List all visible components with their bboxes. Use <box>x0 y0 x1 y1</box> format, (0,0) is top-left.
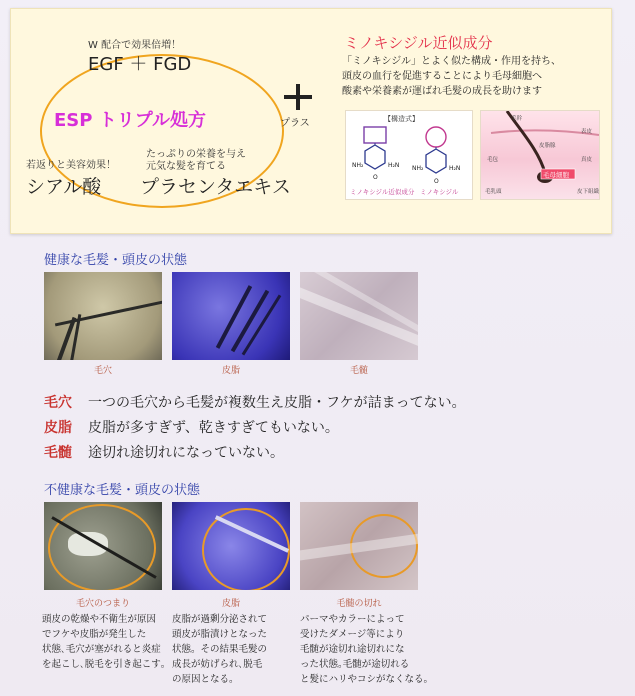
healthy-sebum-photo <box>172 272 290 360</box>
plus-label: プラス <box>280 118 310 129</box>
unhealthy-caption-sebum: 皮脂 <box>221 599 240 609</box>
egf-note: W 配合で効果倍増！ <box>88 40 182 51</box>
unhealthy-desc-pore-line: 状態､毛穴が塞がれると炎症 <box>42 644 161 655</box>
scalp-illustration <box>480 110 600 200</box>
unhealthy-desc-medulla-line: 受けたダメージ等により <box>300 629 405 640</box>
healthy-row-text-medulla: 途切れ途切れになっていない。 <box>88 445 284 461</box>
unhealthy-pore-photo <box>44 502 162 590</box>
placenta-label: プラセンタエキス <box>140 176 291 198</box>
minoxidil-desc-line-1: 「ミノキシジル」とよく似た構成・作用を持ち、 <box>342 56 561 67</box>
molecule-icon <box>350 123 468 185</box>
unhealthy-desc-sebum-line: 成長が妨げられ､脱毛 <box>172 659 263 670</box>
scalp-label-shaft: 毛幹 <box>511 116 523 122</box>
svg-text:H₂N: H₂N <box>449 165 461 172</box>
sialic-note: 若返りと美容効果！ <box>26 160 116 171</box>
unhealthy-medulla-photo <box>300 502 418 590</box>
minoxidil-desc-line-3: 酸素や栄養素が運ばれ毛髪の成長を助けます <box>342 86 542 97</box>
healthy-row-label-medulla: 毛髄 <box>44 445 72 461</box>
diagram-label-2: ミノキシジル <box>420 188 459 196</box>
unhealthy-desc-sebum-line: 皮脂が過剰分泌されて <box>172 614 268 625</box>
unhealthy-section-title: 不健康な毛髪・頭皮の状態 <box>44 483 201 498</box>
unhealthy-desc-pore-line: 頭皮の乾燥や不衛生が原因 <box>42 614 157 625</box>
svg-text:O: O <box>373 174 378 181</box>
unhealthy-desc-sebum-line: の原因となる｡ <box>172 674 234 685</box>
unhealthy-caption-pore: 毛穴のつまり <box>75 599 130 609</box>
minoxidil-desc-line-2: 頭皮の血行を促進することにより毛母細胞へ <box>342 71 542 82</box>
scalp-label-papilla: 毛乳頭 <box>485 189 502 195</box>
scalp-label-subcutis: 皮下組織 <box>577 189 600 195</box>
healthy-caption-medulla: 毛髄 <box>349 366 368 376</box>
unhealthy-caption-medulla: 毛髄の切れ <box>336 599 382 609</box>
placenta-note-1: たっぷりの栄養を与え <box>146 149 246 160</box>
plus-icon <box>284 84 312 110</box>
scalp-label-epidermis: 表皮 <box>581 129 593 135</box>
scalp-label-dermis: 真皮 <box>581 157 593 163</box>
unhealthy-sebum-photo <box>172 502 290 590</box>
healthy-pore-photo <box>44 272 162 360</box>
unhealthy-desc-medulla-line: と髪にハリやコシがなくなる｡ <box>300 674 429 685</box>
minoxidil-desc <box>342 54 612 99</box>
healthy-medulla-photo <box>300 272 418 360</box>
scalp-label-follicle: 毛包 <box>487 157 499 163</box>
structure-diagram <box>345 110 473 200</box>
unhealthy-desc-sebum-line: 頭皮が脂漬けとなった <box>172 629 268 640</box>
placenta-note-2: 元気な髪を育てる <box>146 161 226 172</box>
esp-title: ESP トリプル処方 <box>54 110 206 131</box>
healthy-row-text-pore: 一つの毛穴から毛髪が複数生え皮脂・フケが詰まってない。 <box>88 395 466 411</box>
unhealthy-desc-sebum-line: 状態。その結果毛髪の <box>172 644 268 655</box>
unhealthy-desc-pore-line: を起こし､脱毛を引き起こす｡ <box>42 659 166 670</box>
diagram-label-1: ミノキシジル近似成分 <box>350 188 415 196</box>
healthy-row-label-pore: 毛穴 <box>44 395 72 411</box>
healthy-caption-sebum: 皮脂 <box>221 366 240 376</box>
minoxidil-title: ミノキシジル近似成分 <box>344 34 493 52</box>
diagram-header: 【構造式】 <box>384 115 419 123</box>
unhealthy-desc-medulla-line: 毛髄が途切れ途切れにな <box>300 644 405 655</box>
svg-text:NH₂: NH₂ <box>352 162 364 169</box>
unhealthy-desc-medulla-line: った状態｡毛髄が途切れる <box>300 659 410 670</box>
svg-text:NH₂: NH₂ <box>412 165 424 172</box>
unhealthy-desc-medulla <box>300 612 430 687</box>
sialic-label: シアル酸 <box>26 176 102 198</box>
healthy-section-title: 健康な毛髪・頭皮の状態 <box>44 253 188 268</box>
healthy-row-label-sebum: 皮脂 <box>44 420 72 436</box>
healthy-row-text-sebum: 皮脂が多すぎず、乾きすぎてもいない。 <box>88 420 339 436</box>
healthy-caption-pore: 毛穴 <box>93 366 112 376</box>
unhealthy-desc-sebum <box>172 612 297 687</box>
egf-label: EGF ＋ FGD <box>88 54 192 75</box>
unhealthy-desc-pore-line: でフケや皮脂が発生した <box>42 629 147 640</box>
unhealthy-desc-pore <box>42 612 167 672</box>
svg-text:O: O <box>434 178 439 185</box>
scalp-highlight-label: 毛母細胞 <box>543 171 569 179</box>
scalp-label-sebaceous: 皮脂腺 <box>539 143 556 149</box>
svg-text:H₂N: H₂N <box>388 162 400 169</box>
unhealthy-desc-medulla-line: パーマやカラーによって <box>300 614 405 625</box>
